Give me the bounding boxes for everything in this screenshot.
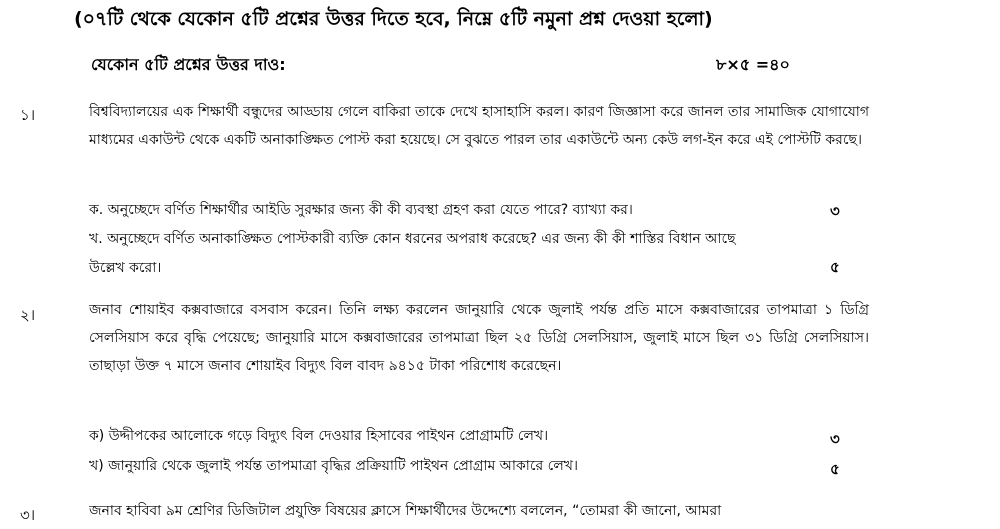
instruction-heading: যেকোন ৫টি প্রশ্নের উত্তর দাও: xyxy=(91,55,286,74)
question-1-stem: বিশ্ববিদ্যালয়ের এক শিক্ষার্থী বন্ধুদের আড্ডায় গেলে বাকিরা তাকে দেখে হাসাহাসি করল। কারণ জিজ্ঞাসা করে জানল তার সামাজিক যোগাযোগ মাধ্যমের একাউন্ট থেকে একটি অনাকাঙ্ক্ষিত পোস্ট করা হয়েছে। সে বুঝতে পারল তার একাউন্টে অন্য কেউ লগ-ইন করে এই পোস্টটি করছে। xyxy=(89,104,869,148)
question-1-part-b-mark: ৫ xyxy=(830,258,840,276)
question-3-stem: জনাব হাবিবা ৯ম শ্রেণির ডিজিটাল প্রযুক্তি বিষয়ের ক্লাসে শিক্ষার্থীদের উদ্দেশ্যে বললেন, “তোমরা কী জানো, আমরা xyxy=(89,503,722,519)
question-1-part-b: খ. অনুচ্ছেদে বর্ণিত অনাকাঙ্ক্ষিত পোস্টকারী ব্যক্তি কোন ধরনের অপরাধ করেছে? এর জন্য কী কী শাস্তির বিধান আছে উল্লেখ করো। xyxy=(89,231,736,276)
question-2-part-b-mark: ৫ xyxy=(830,460,840,478)
question-2-part-a: ক) উদ্দীপকের আলোকে গড়ে বিদ্যুৎ বিল দেওয়ার হিসাবের পাইথন প্রোগ্রামটি লেখ। xyxy=(89,428,549,444)
question-1-part-a-mark: ৩ xyxy=(830,202,840,220)
question-number-3: ৩। xyxy=(20,506,36,524)
question-number-1: ১। xyxy=(20,106,36,124)
question-2-part-b: খ) জানুয়ারি থেকে জুলাই পর্যন্ত তাপমাত্রা বৃদ্ধির প্রক্রিয়াটি পাইথন প্রোগ্রাম আকারে লেখ। xyxy=(89,458,578,474)
exam-header: (০৭টি থেকে যেকোন ৫টি প্রশ্নের উত্তর দিতে হবে, নিম্নে ৫টি নমুনা প্রশ্ন দেওয়া হলো) xyxy=(74,8,713,30)
question-1-part-a: ক. অনুচ্ছেদে বর্ণিত শিক্ষার্থীর আইডি সুরক্ষার জন্য কী কী ব্যবস্থা গ্রহণ করা যেতে পারে? ব্যাখ্যা কর। xyxy=(89,202,633,218)
question-2-part-a-mark: ৩ xyxy=(830,430,840,448)
total-marks: ৮×৫ =৪০ xyxy=(716,55,790,74)
question-2-stem: জনাব শোয়াইব কক্সবাজারে বসবাস করেন। তিনি লক্ষ্য করলেন জানুয়ারি থেকে জুলাই পর্যন্ত প্রতি মাসে কক্সবাজারের তাপমাত্রা ১ ডিগ্রি সেলসিয়াস করে বৃদ্ধি পেয়েছে; জানুয়ারি মাসে কক্সবাজারের তাপমাত্রা ছিল ২৫ ডিগ্রি সেলসিয়াস, জুলাই মাসে ছিল ৩১ ডিগ্রি সেলসিয়াস। তাছাড়া উক্ত ৭ মাসে জনাব শোয়াইব বিদ্যুৎ বিল বাবদ ৯৪১৫ টাকা পরিশোধ করেছেন। xyxy=(89,302,869,374)
question-number-2: ২। xyxy=(20,306,36,324)
